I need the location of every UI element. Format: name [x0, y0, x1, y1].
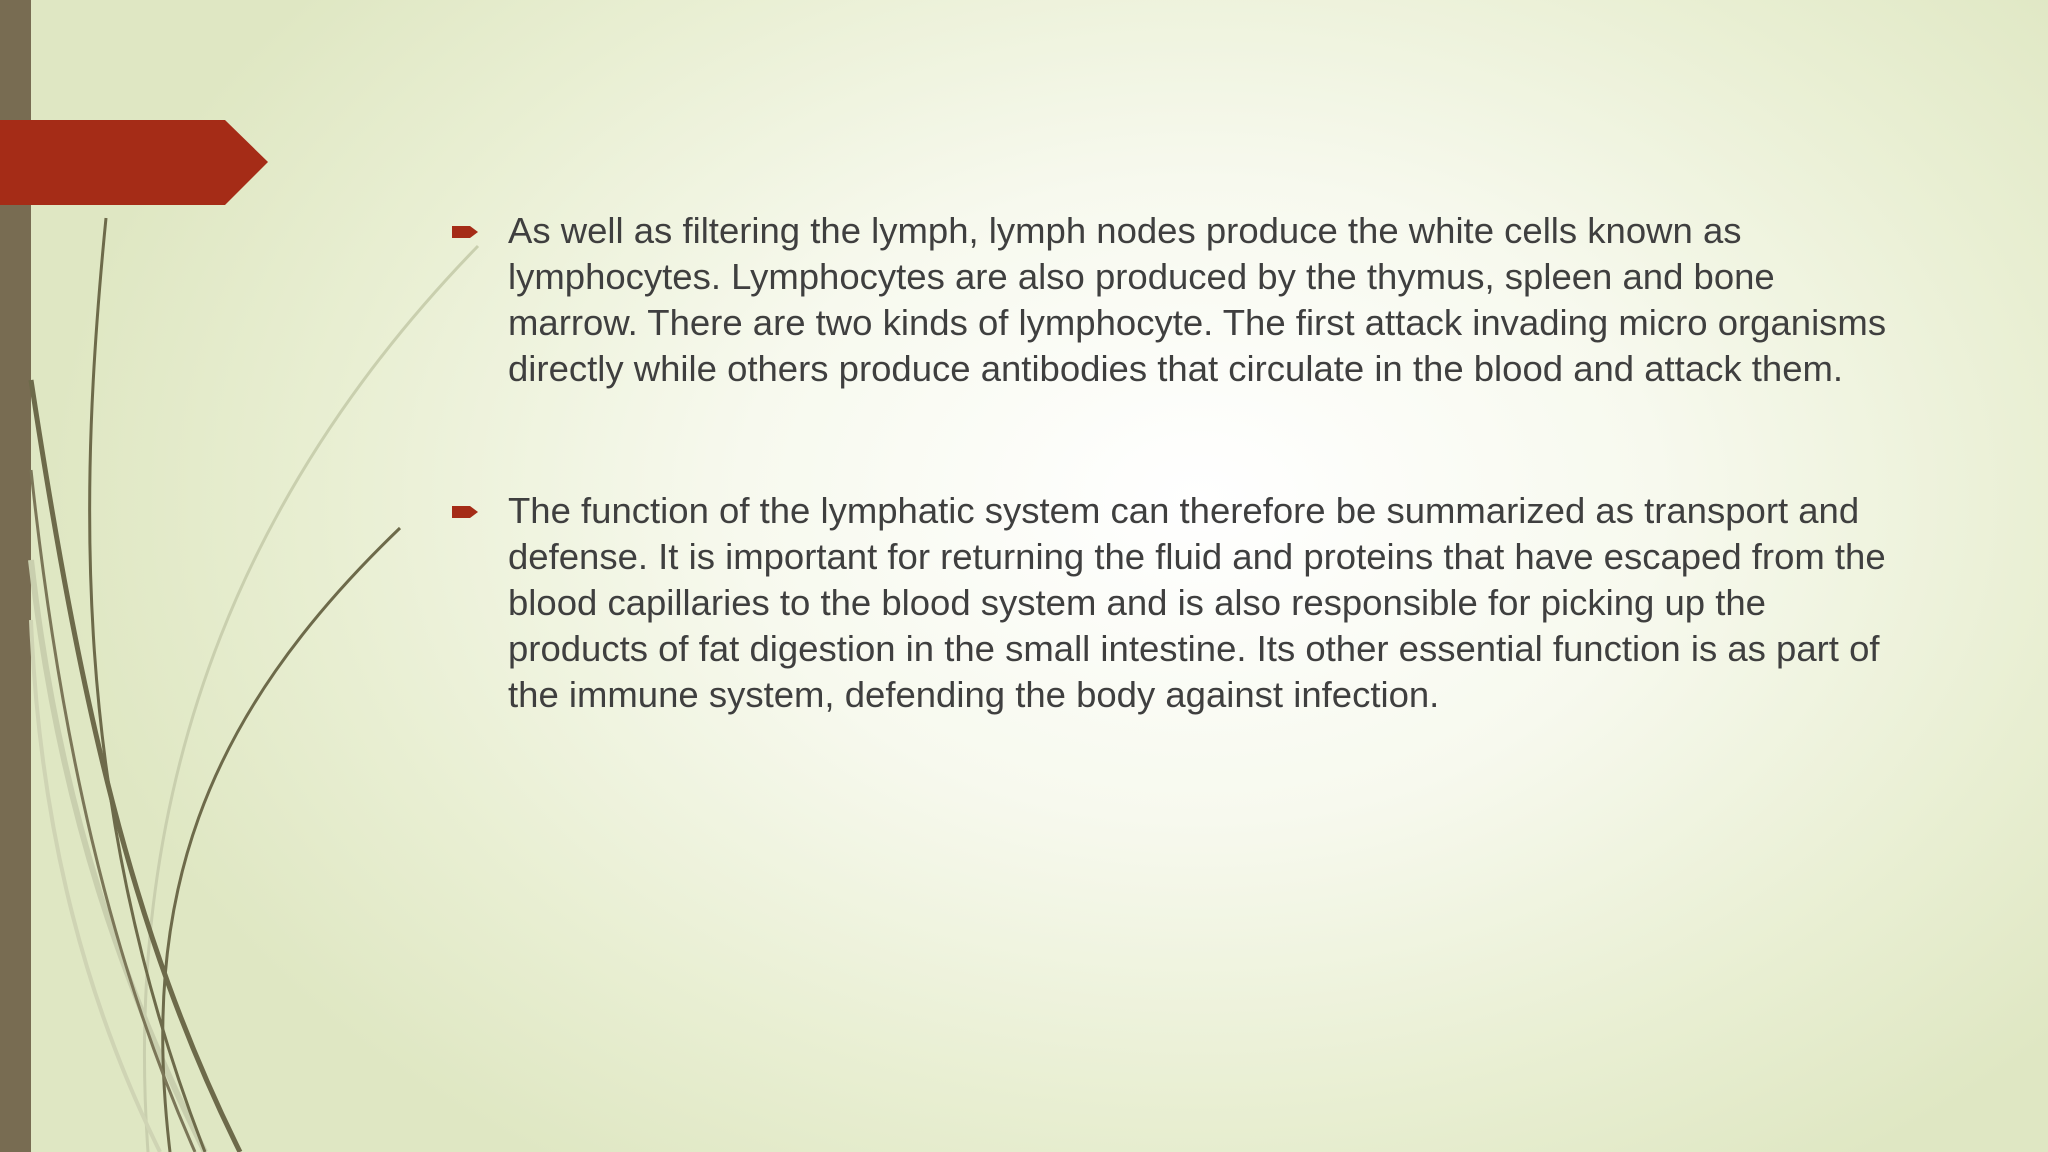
bullet-item-1	[448, 208, 1908, 392]
curve-light-1	[144, 246, 478, 1152]
slide-body	[448, 208, 1908, 814]
curve-dark-1	[90, 218, 205, 1152]
bullet-item-2	[448, 488, 1908, 718]
bullet-text: As well as filtering the lymph, lymph nodes produce the white cells known as lymphocytes. Lymphocytes are also produced by the thymus, spleen and bone marrow. There are two kinds of lymphocyte. The first attack invading micro organisms directly while others produce antibodies that circulate in the blood and attack them.	[508, 210, 1887, 389]
arrow-bullet-icon	[452, 504, 480, 520]
arrow-bullet-icon	[452, 224, 480, 240]
title-tab-shape	[0, 120, 268, 205]
curve-dark-2	[31, 380, 240, 1152]
bullet-text: The function of the lymphatic system can therefore be summarized as transport and defense. It is important for returning the fluid and proteins that have escaped from the blood capillaries to the blood system and is also responsible for picking up the products of fat digestion in the small intestine. Its other essential function is as part of the immune system, defending the body against infection.	[508, 490, 1886, 715]
